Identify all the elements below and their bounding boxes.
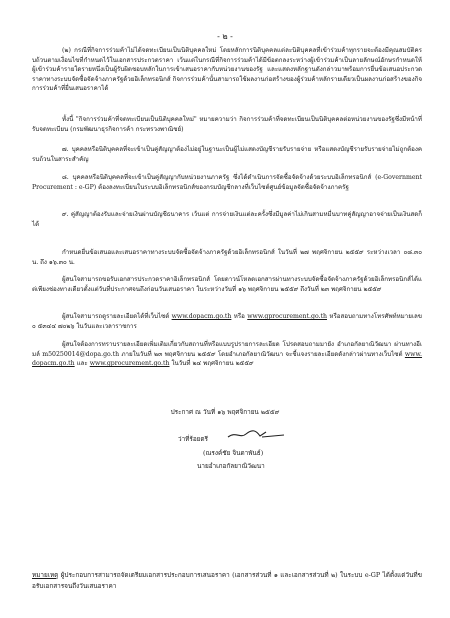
- paragraph-website-info: [32, 312, 422, 331]
- note-label: หมายเหตุ: [32, 571, 59, 579]
- gprocurement-link-2[interactable]: www.gprocurement.go.th: [89, 360, 170, 367]
- paragraph-document-download: ผู้สนใจสามารถขอรับเอกสารประกวดราคาอิเล็กทรอนิกส์ โดยดาวน์โหลดเอกสารผ่านทางระบบจัดซื้อจัดจ้างภาครัฐด้วยอิเล็กทรอนิกส์ได้แต่เพียงช่องทางเดียวตั้งแต่วันที่ประกาศจนถึงก่อนวันเสนอราคา ในระหว่างวันที่ ๑๖ พฤศจิกายน ๒๕๕๙ ถึงวันที่ ๒๓ พฤศจิกายน ๒๕๕๙: [32, 276, 422, 293]
- paragraph-clause-9: ๙. คู่สัญญาต้องรับและจ่ายเงินผ่านบัญชีธนาคาร เว้นแต่ การจ่ายเงินแต่ละครั้งซึ่งมีมูลค่าไม่เกินสามหมื่นบาทคู่สัญญาอาจจ่ายเป็นเงินสดก็ได้: [32, 211, 422, 228]
- or-text: หรือ: [233, 313, 245, 320]
- dopacm-link[interactable]: www.dopacm.go.th: [171, 313, 232, 320]
- announce-date: ประกาศ ณ วันที่ ๑๖ พฤศจิกายน ๒๕๕๙: [170, 408, 280, 416]
- gprocurement-link[interactable]: www.gprocurement.go.th: [247, 313, 328, 320]
- handwritten-signature: [226, 428, 286, 442]
- phone-text: หรือสอบถามทางโทรศัพท์หมายเลข ๐ ๕๓๔๔ ๗๐๒๖ ในวันและเวลาราชการ: [32, 313, 422, 330]
- note-block: [32, 570, 422, 592]
- paragraph-submission-date: กำหนดยื่นข้อเสนอและเสนอราคาทางระบบจัดซื้อจัดจ้างภาครัฐด้วยอิเล็กทรอนิกส์ ในวันที่ ๒๗ พฤศจิกายน ๒๕๕๙ ระหว่างเวลา ๐๘.๓๐ น. ถึง ๑๖.๓๐ น.: [32, 249, 422, 266]
- paragraph-joint-venture: (๒) กรณีที่กิจการร่วมค้าไม่ได้จดทะเบียนเป็นนิติบุคคลใหม่ โดยหลักการนิติบุคคลแต่ละนิติบุคคลที่เข้าร่วมค้าทุกรายจะต้องมีคุณสมบัติครบถ้วนตามเงื่อนไขที่กำหนดไว้ในเอกสารประกวดราคา เว้นแต่ในกรณีที่กิจการร่วมค้าได้มีข้อตกลงระหว่างผู้เข้าร่วมค้าเป็นลายลักษณ์อักษรกำหนดให้ผู้เข้าร่วมค้ารายใดรายหนึ่งเป็นผู้รับผิดชอบหลักในการเข้าเสนอราคากับหน่วยงานของรัฐ และแสดงหลักฐานดังกล่าวมาพร้อมการยื่นข้อเสนอประกวดราคาทางระบบจัดซื้อจัดจ้างภาครัฐด้วยอิเล็กทรอนิกส์ กิจการร่วมค้านั้นสามารถใช้ผลงานก่อสร้างของผู้ร่วมค้าหลักรายเดียวเป็นผลงานก่อสร้างของกิจการร่วมค้าที่ยื่นเสนอราคาได้: [32, 47, 422, 92]
- paragraph-clause-8: ๘. บุคคลหรือนิติบุคคลที่จะเข้าเป็นคู่สัญญากับหน่วยงานภาครัฐ ซึ่งได้ดำเนินการจัดซื้อจัดจ้างด้วยระบบอิเล็กทรอนิกส์ (e-Government Procurement : e-GP) ต้องลงทะเบียนในระบบอิเล็กทรอนิกส์ของกรมบัญชีกลางที่เว็บไซต์ศูนย์ข้อมูลจัดซื้อจัดจ้างภาครัฐ: [32, 174, 422, 191]
- page-number: - ๒ -: [217, 32, 233, 41]
- note-text: ผู้ประกอบการสามารถจัดเตรียมเอกสารประกอบการเสนอราคา (เอกสารส่วนที่ ๑ และเอกสารส่วนที่ ๒) ในระบบ e-GP ได้ตั้งแต่วันที่ขอรับเอกสารจนถึงวันเสนอราคา: [32, 571, 422, 590]
- and-text: และ: [76, 360, 88, 367]
- website-info-text: ผู้สนใจสามารถดูรายละเอียดได้ที่เว็บไซต์: [62, 313, 170, 320]
- paragraph-clause-7: ๗. บุคคลหรือนิติบุคคลที่จะเข้าเป็นคู่สัญญาต้องไม่อยู่ในฐานะเป็นผู้ไม่แสดงบัญชีรายรับรายจ่าย หรือแสดงบัญชีรายรับรายจ่ายไม่ถูกต้องครบถ้วนในสาระสำคัญ: [32, 146, 422, 163]
- acting-rank-label: ว่าที่ร้อยตรี: [178, 435, 208, 443]
- signatory-name: (ณรงค์ชัย จินดาพันธ์): [203, 449, 264, 457]
- paragraph-inquiry: [32, 340, 422, 369]
- signatory-position: นายอำเภอกัลยาณิวัฒนา: [197, 462, 265, 470]
- inquiry-text: ผู้สนใจต้องการทราบรายละเอียดเพิ่มเติมเกี่ยวกับสถานที่หรือแบบรูปรายการละเอียด โปรดสอบถามมายัง อำเภอกัลยาณิวัฒนา ผ่านทางอีเมล์ m50250014@dopa.go.th ภายในวันที่ ๒๓ พฤศจิกายน ๒๕๕๙ โดยอำเภอกัลยาณิวัฒนา จะชี้แจงรายละเอียดดังกล่าวผ่านทางเว็บไซต์: [32, 341, 422, 358]
- paragraph-definition: ทั้งนี้ "กิจการร่วมค้าที่จดทะเบียนเป็นนิติบุคคลใหม่" หมายความว่า กิจการร่วมค้าที่จดทะเบียนเป็นนิติบุคคลต่อหน่วยงานของรัฐซึ่งมีหน้าที่รับจดทะเบียน (กรมพัฒนาธุรกิจการค้า กระทรวงพาณิชย์): [32, 116, 422, 133]
- inquiry-date-text: ในวันที่ ๒๔ พฤศจิกายน ๒๕๕๙: [171, 360, 254, 367]
- dopacm-link-2[interactable]: www.dopacm.go.th: [32, 350, 423, 367]
